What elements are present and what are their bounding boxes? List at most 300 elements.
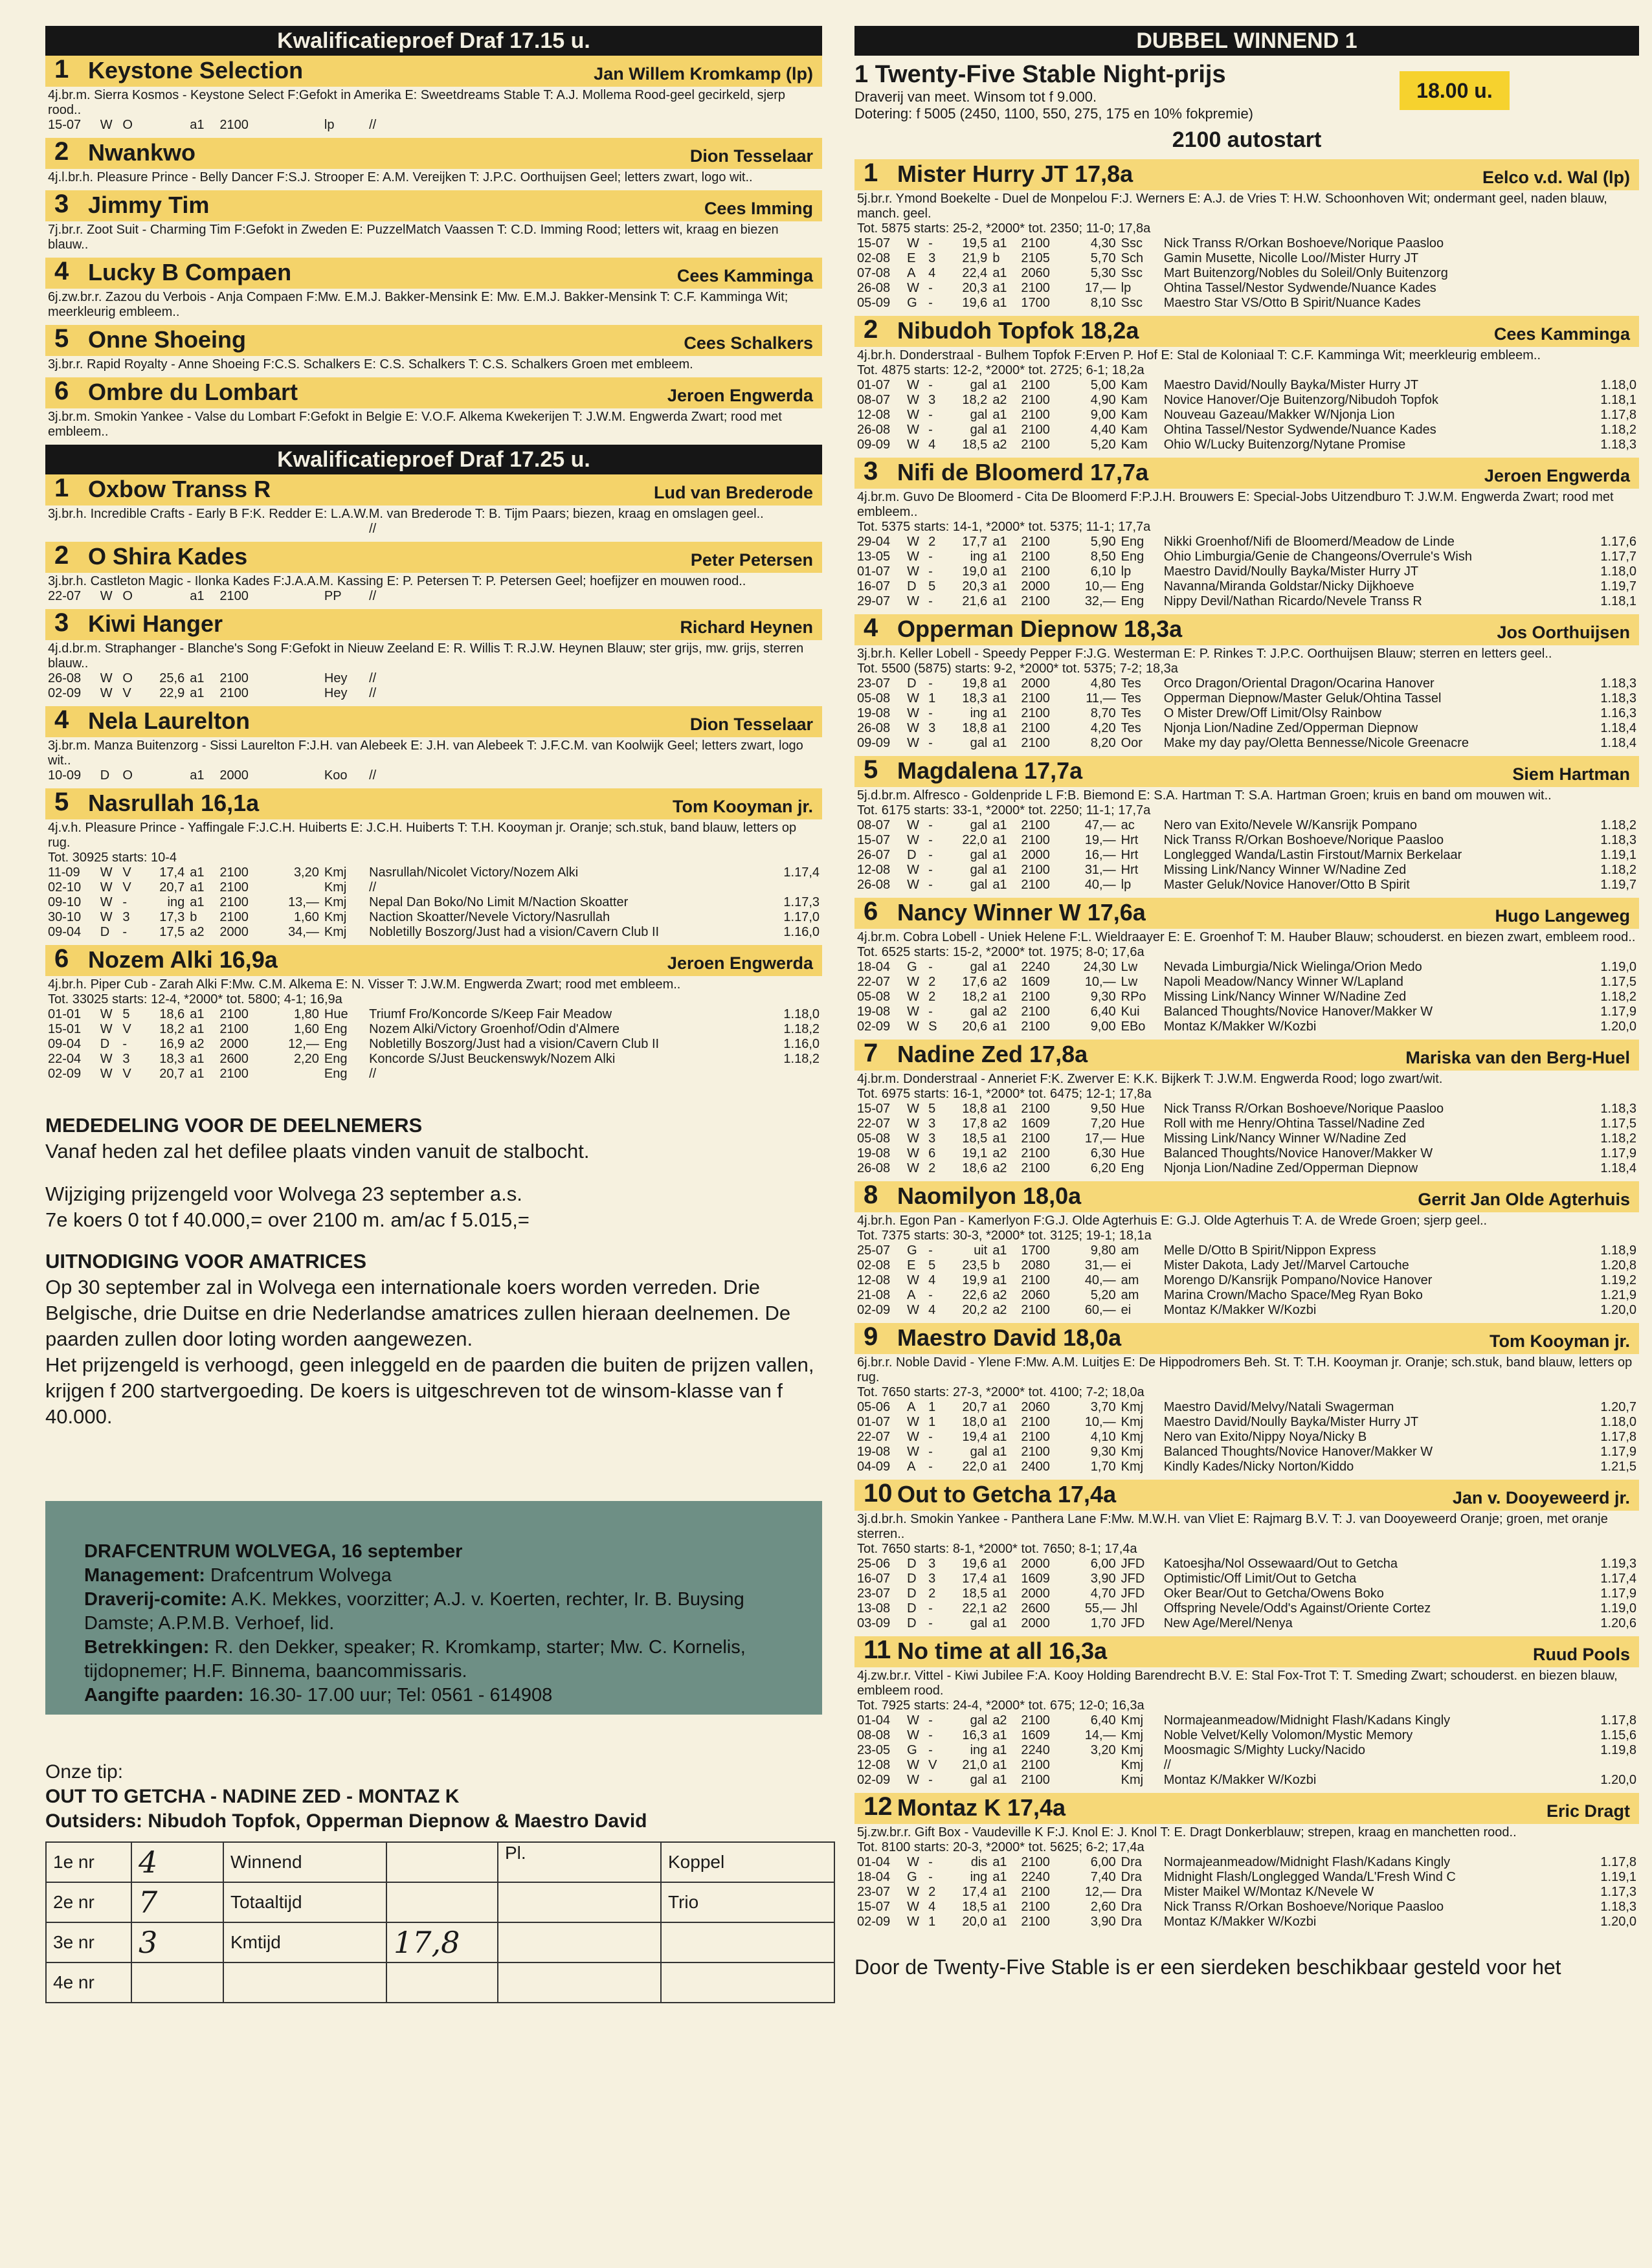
result-cell: V	[122, 686, 131, 700]
result-cell: gal	[970, 1713, 988, 1728]
horse-entry	[854, 614, 1639, 751]
horse-entry-header	[854, 1181, 1639, 1212]
result-cell: Kmj	[1121, 1743, 1144, 1757]
horse-entry	[45, 377, 822, 439]
result-cell: 1.18,1	[1600, 594, 1636, 608]
jockey-name: Cees Kamminga	[1493, 324, 1630, 344]
horse-description: 3j.br.m. Manza Buitenzorg - Sissi Laurelton F:J.H. van Alebeek E: J.H. van Alebeek T: J.F.C.M. van Koolwijk Geel; letters zwart, logo wit..	[48, 739, 803, 768]
result-cell: 01-07	[857, 1415, 891, 1429]
result-cell: Naction Skoatter/Nevele Victory/Nasrullah	[369, 910, 610, 924]
result-cell: W	[907, 1885, 920, 1899]
result-cell: a1	[992, 1557, 1007, 1571]
result-cell: D	[100, 768, 110, 783]
result-cell: Mister Maikel W/Montaz K/Nevele W	[1163, 1885, 1374, 1899]
horse-totals: Tot. 6975 starts: 16-1, *2000* tot. 6475; 12-1; 17,8a	[857, 1087, 1152, 1101]
result-cell: ing	[970, 1870, 988, 1884]
horse-entry	[45, 788, 822, 940]
result-cell: 01-01	[48, 1007, 82, 1021]
result-cell: W	[907, 438, 920, 452]
result-cell: -	[928, 1460, 933, 1474]
result-cell: W	[907, 564, 920, 579]
result-cell: a1	[190, 895, 205, 909]
grid-cell	[498, 1922, 661, 1962]
grid-cell	[661, 1962, 834, 2003]
result-cell: 3	[928, 1557, 936, 1571]
table-row	[854, 691, 1639, 706]
result-cell: Maestro David/Noully Bayka/Mister Hurry JT	[1163, 378, 1419, 392]
result-cell: W	[907, 1713, 920, 1728]
result-cell: W	[907, 594, 920, 608]
result-cell: Missing Link/Nancy Winner W/Nadine Zed	[1163, 990, 1407, 1004]
result-cell: 1.15,6	[1600, 1728, 1636, 1742]
table-row	[854, 438, 1639, 452]
result-cell: 20,7	[962, 1400, 988, 1414]
grid-handwritten[interactable]	[131, 1962, 223, 2003]
result-cell: lp	[1121, 878, 1132, 892]
result-cell	[1069, 1758, 1119, 1773]
horse-number: 6	[864, 897, 878, 926]
grid-handwritten[interactable]: 3	[131, 1922, 223, 1962]
grid-row-4	[46, 1962, 834, 2003]
result-cell: a1	[992, 691, 1007, 706]
result-cell: -	[928, 1870, 933, 1884]
table-row	[45, 671, 822, 686]
result-cell: 1,80	[293, 1007, 319, 1021]
result-cell: 2100	[1021, 594, 1050, 608]
result-cell: 25,6	[159, 671, 185, 685]
result-cell: S	[928, 1019, 937, 1034]
horse-description: 4j.br.m. Donderstraal - Anneriet F:K. Zwerver E: K.K. Bijkerk T: J.W.M. Engwerda Rood; logo zwart/wit.	[857, 1072, 1443, 1086]
table-row	[854, 1572, 1639, 1586]
result-cell: 2100	[1021, 423, 1050, 437]
result-cell: 19,—	[1084, 833, 1116, 847]
result-cell: G	[907, 960, 917, 974]
result-cell: W	[907, 1117, 920, 1131]
result-cell	[1561, 236, 1639, 251]
result-cell: V	[928, 1758, 937, 1772]
result-cell: //	[369, 522, 377, 536]
result-cell: 2240	[1021, 1870, 1050, 1884]
table-row	[854, 236, 1639, 251]
result-cell: 1.19,0	[1600, 960, 1636, 974]
horse-description: 4j.br.m. Guvo De Bloomerd - Cita De Bloomerd F:P.J.H. Brouwers E: Special-Jobs Uitzendburo T: J.W.M. Engwerda Zwart; rood met embleem..	[857, 490, 1614, 519]
result-cell: Kam	[1121, 438, 1148, 452]
horse-name: Oxbow Transs R	[88, 476, 271, 502]
result-cell: V	[122, 865, 131, 880]
table-row	[854, 848, 1639, 863]
result-cell: -	[928, 1616, 933, 1630]
jockey-name: Mariska van den Berg-Huel	[1405, 1048, 1630, 1067]
jockey-name: Lud van Brederode	[653, 483, 813, 502]
grid-cell: Trio	[661, 1882, 834, 1922]
horse-entry-header	[45, 258, 822, 289]
result-cell: 3,90	[1090, 1915, 1116, 1929]
result-cell: 3	[928, 1117, 936, 1131]
result-cell: Maestro Star VS/Otto B Spirit/Nuance Kades	[1163, 296, 1421, 310]
result-cell: Kmj	[1121, 1445, 1144, 1459]
result-cell: W	[907, 1773, 920, 1787]
result-cell: a2	[190, 925, 205, 939]
result-cell: Dra	[1121, 1855, 1142, 1869]
horse-entry-header	[854, 1636, 1639, 1667]
result-cell: 2,20	[293, 1052, 319, 1066]
horse-entry	[45, 325, 822, 372]
notice-heading-2: UITNODIGING VOOR AMATRICES	[45, 1250, 366, 1273]
result-cell: a1	[992, 1885, 1007, 1899]
result-cell: 1	[928, 1415, 936, 1429]
result-cell: Melle D/Otto B Spirit/Nippon Express	[1163, 1243, 1376, 1258]
table-row	[854, 1430, 1639, 1445]
result-cell: W	[907, 1415, 920, 1429]
result-cell: Sch	[1121, 251, 1144, 265]
result-cell: Mister Dakota, Lady Jet//Marvel Cartouche	[1163, 1258, 1409, 1273]
result-cell: 2100	[1021, 236, 1050, 250]
result-cell: 01-04	[857, 1855, 891, 1869]
result-cell	[98, 522, 120, 537]
table-row	[854, 721, 1639, 736]
horse-description: 3j.br.h. Keller Lobell - Speedy Pepper F:J.G. Westerman E: P. Rinkes T: J.P.C. Oorthuijsen Blauw; sterren en letters geel..	[857, 647, 1552, 661]
result-cell: Normajeanmeadow/Midnight Flash/Kadans Kingly	[1163, 1855, 1451, 1869]
grid-handwritten[interactable]: 7	[131, 1882, 223, 1922]
result-cell: W	[907, 378, 920, 392]
result-cell: Nick Transs R/Orkan Boshoeve/Norique Paasloo	[1163, 833, 1444, 847]
result-cell: 2100	[1021, 1445, 1050, 1459]
horse-entry	[854, 316, 1639, 452]
result-cell: O	[122, 768, 133, 783]
result-cell: 1.17,8	[1600, 1713, 1636, 1728]
result-cell: 18,3	[159, 1052, 185, 1066]
result-cell: 1.19,0	[1600, 1601, 1636, 1616]
result-cell: 07-08	[857, 266, 891, 280]
result-cell: 2100	[219, 865, 249, 880]
result-cell: 1.18,0	[1600, 378, 1636, 392]
result-cell: gal	[970, 1005, 988, 1019]
result-cell: 17,3	[159, 910, 185, 924]
horse-number: 5	[864, 755, 878, 784]
result-cell: am	[1121, 1273, 1139, 1287]
result-cell: a1	[992, 736, 1007, 750]
officials-line-1	[84, 1564, 783, 1588]
result-cell: 1.20,8	[1600, 1258, 1636, 1273]
result-cell: Eng	[324, 1022, 348, 1036]
horse-name: Onne Shoeing	[88, 326, 247, 353]
grid-cell: Totaaltijd	[223, 1882, 386, 1922]
result-cell: 2100	[1021, 1773, 1050, 1787]
result-cell: 2100	[1021, 1102, 1050, 1116]
result-cell: a2	[992, 1117, 1007, 1131]
grid-cell: Pl.	[498, 1842, 661, 1882]
result-cell: 2100	[1021, 1415, 1050, 1429]
horse-totals: Tot. 30925 starts: 10-4	[48, 850, 177, 865]
result-cell: 5	[928, 1102, 936, 1116]
officials-value-1: Drafcentrum Wolvega	[205, 1565, 392, 1586]
table-row	[854, 594, 1639, 609]
result-cell: 1.17,5	[1600, 1117, 1636, 1131]
race-bar-2: Kwalificatieproef Draf 17.25 u.	[45, 445, 822, 474]
result-cell	[755, 768, 822, 783]
horse-totals: Tot. 7650 starts: 8-1, *2000* tot. 7650; 8-1; 17,4a	[857, 1542, 1137, 1556]
table-row	[854, 878, 1639, 893]
results-table	[854, 1400, 1639, 1474]
grid-handwritten[interactable]	[386, 1882, 498, 1922]
result-cell: 5,70	[1090, 251, 1116, 265]
result-cell: a1	[992, 296, 1007, 310]
result-cell: 4,20	[1090, 721, 1116, 735]
jockey-name: Tom Kooyman jr.	[1489, 1331, 1630, 1351]
betting-grid	[45, 1841, 835, 2003]
result-cell: -	[928, 281, 933, 295]
result-cell: EBo	[1121, 1019, 1146, 1034]
result-cell: 23-07	[857, 1885, 891, 1899]
horse-description: 7j.br.r. Zoot Suit - Charming Tim F:Gefokt in Zweden E: PuzzelMatch Vaassen T: C.D. Imming Rood; letters wit, kraag en biezen blauw..	[48, 223, 779, 252]
main-race-entries	[854, 159, 1639, 1929]
jockey-name: Jos Oorthuijsen	[1497, 623, 1630, 642]
notice-text-2b: 7e koers 0 tot f 40.000,= over 2100 m. am/ac f 5.015,=	[45, 1208, 530, 1231]
horse-number: 3	[54, 608, 69, 637]
result-cell: 32,—	[1084, 594, 1116, 608]
result-cell: 02-08	[857, 1258, 891, 1273]
result-cell: 15-07	[857, 1900, 891, 1914]
result-cell: Lw	[1121, 960, 1138, 974]
result-cell: Montaz K/Makker W/Kozbi	[1163, 1019, 1317, 1034]
result-cell: lp	[1121, 281, 1132, 295]
result-cell: 2,60	[1090, 1900, 1116, 1914]
result-cell: 2240	[1021, 960, 1050, 974]
result-cell	[755, 686, 822, 701]
result-cell: 1.19,1	[1600, 1870, 1636, 1884]
result-cell: a1	[190, 880, 205, 895]
result-cell: Ssc	[1121, 266, 1143, 280]
horse-entry-header	[45, 56, 822, 87]
result-cell: 1.18,3	[1600, 1900, 1636, 1914]
horse-entry	[854, 1040, 1639, 1176]
result-cell: Kam	[1121, 408, 1148, 422]
result-cell: 20,6	[962, 1019, 988, 1034]
table-row	[854, 1258, 1639, 1273]
result-cell: a1	[190, 865, 205, 880]
result-cell: 2100	[1021, 1758, 1050, 1772]
result-cell: -	[928, 1445, 933, 1459]
grid-handwritten[interactable]: 4	[131, 1842, 223, 1882]
result-cell: 1.17,9	[1600, 1586, 1636, 1601]
horse-name: Naomilyon 18,0a	[897, 1183, 1082, 1209]
result-cell: PP	[324, 589, 342, 603]
result-cell: 14,—	[1084, 1728, 1116, 1742]
result-cell: 2100	[1021, 438, 1050, 452]
result-cell: D	[100, 925, 110, 939]
result-cell: 8,70	[1090, 706, 1116, 720]
horse-description: 5j.zw.br.r. Gift Box - Vaudeville K F:J. Knol E: J. Knol T: E. Dragt Donkerblauw; strepen, kraag en manchetten rood..	[857, 1825, 1517, 1840]
result-cell: D	[907, 1616, 917, 1630]
result-cell: a1	[992, 1900, 1007, 1914]
result-cell: a2	[992, 1146, 1007, 1161]
result-cell: 26-07	[857, 848, 891, 862]
result-cell: lp	[324, 118, 335, 132]
result-cell: 60,—	[1084, 1303, 1116, 1317]
result-cell: Maestro David/Noully Bayka/Mister Hurry JT	[1163, 564, 1419, 579]
result-cell: JFD	[1121, 1616, 1145, 1630]
result-cell	[269, 589, 322, 604]
horse-entry-header	[854, 1323, 1639, 1354]
result-cell: 2100	[1021, 1146, 1050, 1161]
result-cell: 2100	[1021, 281, 1050, 295]
grid-handwritten[interactable]: 17,8	[386, 1922, 498, 1962]
horse-description: 4j.l.br.h. Pleasure Prince - Belly Dancer F:S.J. Strooper E: A.M. Vereijken T: J.P.C. Oorthuijsen Geel; letters zwart, logo wit..	[48, 170, 753, 184]
result-cell: Nevada Limburgia/Nick Wielinga/Orion Medo	[1163, 960, 1422, 974]
result-cell: -	[928, 1243, 933, 1258]
result-cell: 18,5	[962, 1900, 988, 1914]
result-cell: 19-08	[857, 1146, 891, 1161]
grid-cell: 4e nr	[46, 1962, 131, 2003]
result-cell: W	[100, 910, 113, 924]
result-cell: 08-07	[857, 393, 891, 407]
result-cell: a1	[190, 1052, 205, 1066]
result-cell: 1.20,7	[1600, 1400, 1636, 1414]
horse-number: 1	[54, 474, 69, 502]
result-cell: 34,—	[288, 925, 319, 939]
result-cell: W	[907, 1161, 920, 1175]
result-cell: a1	[992, 1915, 1007, 1929]
result-cell: a2	[190, 1037, 205, 1051]
result-cell: am	[1121, 1243, 1139, 1258]
result-cell: a1	[992, 1243, 1007, 1258]
result-cell: 1609	[1021, 1728, 1050, 1742]
result-cell: 19,6	[962, 296, 988, 310]
result-cell: 1.16,3	[1600, 706, 1636, 720]
result-cell: 02-09	[857, 1915, 891, 1929]
result-cell: 13,—	[288, 895, 319, 909]
result-cell: 23-05	[857, 1743, 891, 1757]
result-cell: 1.19,7	[1600, 878, 1636, 892]
result-cell: 2100	[1021, 1303, 1050, 1317]
horse-number: 1	[864, 159, 878, 187]
result-cell: G	[907, 1243, 917, 1258]
results-table	[854, 960, 1639, 1034]
result-cell: 15-07	[48, 118, 82, 132]
result-cell: -	[928, 236, 933, 250]
result-cell: 08-08	[857, 1728, 891, 1742]
result-cell: Ssc	[1121, 296, 1143, 310]
result-cell: -	[928, 848, 933, 862]
horse-entry-header	[854, 756, 1639, 787]
result-cell: 2000	[1021, 1616, 1050, 1630]
result-cell	[755, 671, 822, 686]
result-cell: Eng	[1121, 579, 1144, 594]
table-row	[854, 1773, 1639, 1788]
result-cell: 22-07	[857, 975, 891, 989]
result-cell: 8,10	[1090, 296, 1116, 310]
result-cell: W	[100, 671, 113, 685]
horse-description: 4j.br.m. Cobra Lobell - Uniek Helene F:L. Wieldraayer E: E. Groenhof T: M. Hauber Blauw; schouderst. en biezen zwart, embleem rood..	[857, 930, 1636, 944]
result-cell: 1.18,4	[1600, 721, 1636, 735]
result-cell: W	[100, 895, 113, 909]
result-cell: 20,0	[962, 1915, 988, 1929]
result-cell: W	[100, 1022, 113, 1036]
result-cell: 2000	[1021, 848, 1050, 862]
result-cell: 3	[122, 1052, 130, 1066]
result-cell: 1.18,9	[1600, 1243, 1636, 1258]
result-cell: 20,2	[962, 1303, 988, 1317]
officials-label-2: Draverij-comite:	[84, 1589, 227, 1610]
result-cell	[755, 118, 822, 133]
result-cell: W	[907, 423, 920, 437]
result-cell: Maestro David/Noully Bayka/Mister Hurry JT	[1163, 1415, 1419, 1429]
result-cell: 02-10	[48, 880, 82, 895]
table-row	[854, 990, 1639, 1005]
grid-cell: 2e nr	[46, 1882, 131, 1922]
result-cell: 26-08	[48, 671, 82, 685]
result-cell: 21,0	[962, 1758, 988, 1772]
grid-handwritten[interactable]	[386, 1842, 498, 1882]
result-cell: 8,50	[1090, 550, 1116, 564]
horse-entry	[45, 474, 822, 537]
horse-description: 4j.d.br.m. Straphanger - Blanche's Song F:Gefokt in Nieuw Zeeland E: R. Willis T: R.J.W. Heynen Blauw; ster grijs, mw. grijs, sterren blauw..	[48, 641, 804, 671]
grid-handwritten[interactable]	[386, 1962, 498, 2003]
result-cell: 6,40	[1090, 1713, 1116, 1728]
grid-cell: Winnend	[223, 1842, 386, 1882]
result-cell: Triumf Fro/Koncorde S/Keep Fair Meadow	[369, 1007, 612, 1021]
table-row	[854, 1288, 1639, 1303]
result-cell: 2100	[1021, 833, 1050, 847]
horse-number: 10	[864, 1479, 893, 1507]
table-row	[854, 818, 1639, 833]
horse-number: 7	[864, 1039, 878, 1067]
result-cell: 2000	[219, 1037, 249, 1051]
result-cell: Novice Hanover/Oje Buitenzorg/Nibudoh Topfok	[1163, 393, 1439, 407]
result-cell: b	[992, 1258, 1000, 1273]
table-row	[854, 1460, 1639, 1474]
result-cell: 6,20	[1090, 1161, 1116, 1175]
result-cell: E	[907, 251, 916, 265]
results-table	[45, 118, 822, 133]
horse-number: 4	[54, 257, 69, 285]
result-cell: gal	[970, 1773, 988, 1787]
result-cell: a1	[992, 236, 1007, 250]
result-cell: 18,5	[962, 438, 988, 452]
result-cell: W	[907, 1273, 920, 1287]
result-cell: Offspring Nevele/Odd's Against/Oriente Cortez	[1163, 1601, 1431, 1616]
result-cell: 1	[928, 691, 936, 706]
officials-value-3: R. den Dekker, speaker; R. Kromkamp, starter; Mw. C. Kornelis, tijdopnemer; H.F. Binnema, baancommissaris.	[84, 1637, 746, 1682]
horse-entry-header	[854, 1793, 1639, 1824]
horse-name: Ombre du Lombart	[88, 379, 298, 405]
result-cell	[269, 522, 322, 537]
result-cell: lp	[1121, 564, 1132, 579]
result-cell: ei	[1121, 1258, 1132, 1273]
result-cell: 22-04	[48, 1052, 82, 1066]
result-cell: 1.18,3	[1600, 676, 1636, 691]
result-cell: 03-09	[857, 1616, 891, 1630]
result-cell: 29-07	[857, 594, 891, 608]
result-cell: Missing Link/Nancy Winner W/Nadine Zed	[1163, 863, 1407, 877]
result-cell: 1.18,2	[783, 1052, 820, 1066]
table-row	[854, 579, 1639, 594]
result-cell: 2100	[1021, 408, 1050, 422]
result-cell: W	[100, 1007, 113, 1021]
race-2-entries	[45, 474, 822, 1082]
result-cell: 18,6	[962, 1161, 988, 1175]
result-cell: Eng	[1121, 594, 1144, 608]
result-cell: a2	[992, 1161, 1007, 1175]
result-cell: 09-09	[857, 438, 891, 452]
result-cell: b	[190, 910, 197, 924]
jockey-name: Cees Imming	[704, 199, 813, 218]
result-cell: 40,—	[1084, 878, 1116, 892]
result-cell: 4	[928, 266, 936, 280]
table-row	[45, 686, 822, 701]
result-cell: Kmj	[1121, 1713, 1144, 1728]
horse-description: 4j.v.h. Pleasure Prince - Yaffingale F:J.C.H. Huiberts E: J.C.H. Huiberts T: T.H. Kooyman jr. Oranje; sch.stuk, band blauw, letters op rug.	[48, 821, 797, 850]
